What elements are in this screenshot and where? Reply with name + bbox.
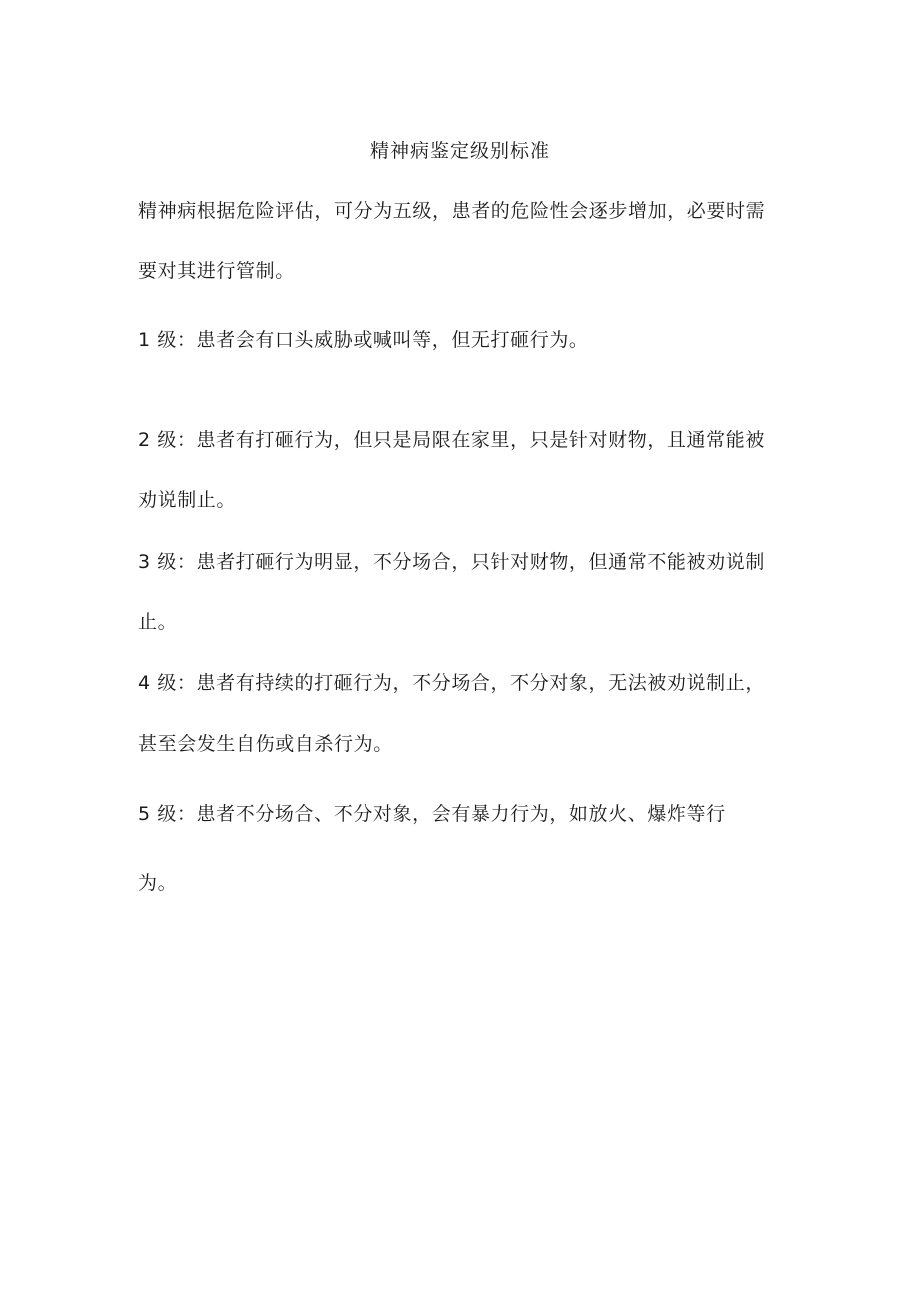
level-2-line-2: 劝说制止。	[138, 489, 237, 511]
intro-line-1: 精神病根据危险评估，可分为五级，患者的危险性会逐步增加，必要时需	[138, 200, 766, 222]
level-3-line-1: 3 级：患者打砸行为明显，不分场合，只针对财物，但通常不能被劝说制	[138, 551, 765, 573]
level-2-line-1: 2 级：患者有打砸行为，但只是局限在家里，只是针对财物，且通常能被	[138, 429, 765, 451]
document-title: 精神病鉴定级别标准	[369, 140, 550, 162]
level-4-line-2: 甚至会发生自伤或自杀行为。	[138, 733, 393, 755]
level-5-line-1: 5 级：患者不分场合、不分对象，会有暴力行为，如放火、爆炸等行	[138, 803, 726, 825]
level-5-line-2: 为。	[138, 872, 178, 894]
level-1-line-1: 1 级：患者会有口头威胁或喊叫等，但无打砸行为。	[138, 329, 589, 351]
level-4-line-1: 4 级：患者有持续的打砸行为，不分场合，不分对象，无法被劝说制止，	[138, 672, 765, 694]
level-3-line-2: 止。	[138, 611, 178, 633]
intro-line-2: 要对其进行管制。	[138, 260, 295, 282]
